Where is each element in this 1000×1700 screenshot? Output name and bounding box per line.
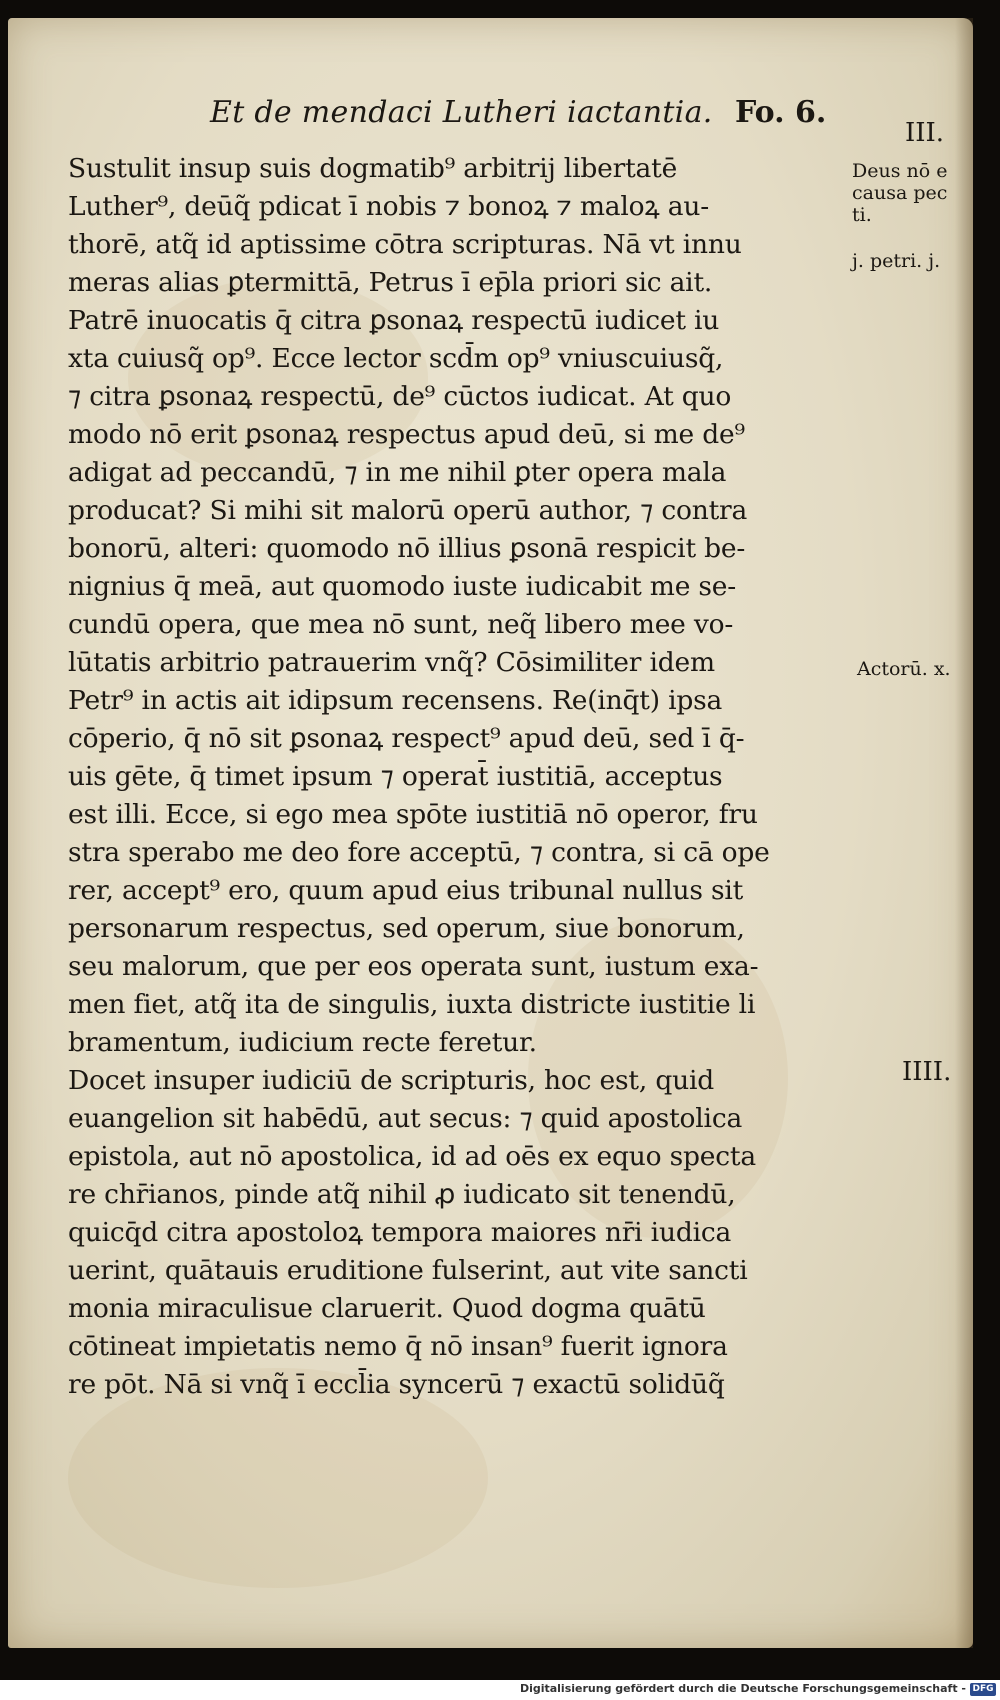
margin-note-line: Deus nō e bbox=[852, 160, 948, 182]
body-line: nignius q̄ meā, aut quomodo iuste iudicabit me se- bbox=[68, 571, 737, 602]
body-line: rer, accept⁹ ero, quum apud eius tribunal nullus sit bbox=[68, 875, 744, 906]
chapter-number-4: IIII. bbox=[902, 1057, 952, 1087]
body-line: lūtatis arbitrio patrauerim vnq̃? Cōsimiliter idem bbox=[68, 647, 715, 678]
chapter-number-3: III. bbox=[905, 118, 945, 148]
body-line: Sustulit insup suis dogmatib⁹ arbitrij libertatē bbox=[68, 153, 678, 184]
running-head: Et de mendaci Lutheri iactantia. bbox=[210, 95, 713, 130]
marginal-note-petri: j. petri. j. bbox=[852, 250, 941, 272]
body-line: re chr̄ianos, pinde atq̃ nihil ꝓ iudicato sit tenendū, bbox=[68, 1179, 736, 1210]
body-line: stra sperabo me deo fore acceptū, ⁊ contra, si cā ope bbox=[68, 837, 770, 868]
body-line: xta cuiusq̃ op⁹. Ecce lector scd̄m op⁹ vniuscuiusq̃, bbox=[68, 343, 724, 374]
body-line: seu malorum, que per eos operata sunt, iustum exa- bbox=[68, 951, 759, 982]
page-edge-shadow bbox=[955, 18, 973, 1648]
body-line: Petr⁹ in actis ait idipsum recensens. Re(inq̄t) ipsa bbox=[68, 685, 723, 716]
body-line: est illi. Ecce, si ego mea spōte iustitiā nō operor, fru bbox=[68, 799, 758, 830]
body-line: uis gēte, q̄ timet ipsum ⁊ operat̄ iustitiā, acceptus bbox=[68, 761, 723, 792]
body-line: Luther⁹, deūq̃ pdicat ī nobis ⁊ bonoꝝ ⁊ maloꝝ au- bbox=[68, 191, 709, 222]
body-line: meras alias ꝑtermittā, Petrus ī ep̄la priori sic ait. bbox=[68, 267, 713, 298]
margin-note-line: ti. bbox=[852, 204, 872, 226]
body-line: modo nō erit ꝑsonaꝝ respectus apud deū, si me de⁹ bbox=[68, 419, 745, 450]
dfg-logo: DFG bbox=[970, 1683, 996, 1696]
body-line: monia miraculisue claruerit. Quod dogma quātū bbox=[68, 1293, 706, 1324]
folio-number: Fo. 6. bbox=[735, 95, 827, 130]
body-line: cōtineat impietatis nemo q̄ nō insan⁹ fuerit ignora bbox=[68, 1331, 728, 1362]
body-line: Patrē inuocatis q̄ citra ꝑsonaꝝ respectū iudicet iu bbox=[68, 305, 720, 336]
digitization-footer bbox=[0, 1680, 1000, 1700]
body-line: men fiet, atq̃ ita de singulis, iuxta districte iustitie li bbox=[68, 989, 756, 1020]
body-line: Docet insuper iudiciū de scripturis, hoc est, quid bbox=[68, 1065, 714, 1096]
body-line: ⁊ citra ꝑsonaꝝ respectū, de⁹ cūctos iudicat. At quo bbox=[68, 381, 732, 412]
body-line: producat? Si mihi sit malorū operū author, ⁊ contra bbox=[68, 495, 748, 526]
body-line: bonorū, alteri: quomodo nō illius ꝑsonā respicit be- bbox=[68, 533, 746, 564]
footer-credit: Digitalisierung gefördert durch die Deutsche Forschungsgemeinschaft - bbox=[519, 1682, 966, 1695]
body-line: re pōt. Nā si vnq̃ ī eccl̄ia syncerū ⁊ exactū solidūq̃ bbox=[68, 1369, 725, 1400]
body-line: epistola, aut nō apostolica, id ad oēs ex equo specta bbox=[68, 1141, 756, 1172]
body-line: quicq̄d citra apostoloꝝ tempora maiores nr̄i iudica bbox=[68, 1217, 732, 1248]
body-line: thorē, atq̃ id aptissime cōtra scripturas. Nā vt innu bbox=[68, 229, 742, 260]
body-line: personarum respectus, sed operum, siue bonorum, bbox=[68, 913, 745, 944]
body-line: bramentum, iudicium recte feretur. bbox=[68, 1027, 537, 1058]
body-line: euangelion sit habēdū, aut secus: ⁊ quid apostolica bbox=[68, 1103, 743, 1134]
margin-note-line: causa pec bbox=[852, 182, 948, 204]
body-line: cundū opera, que mea nō sunt, neq̃ libero mee vo- bbox=[68, 609, 734, 640]
body-line: adigat ad peccandū, ⁊ in me nihil ꝑter opera mala bbox=[68, 457, 727, 488]
body-line: cōperio, q̄ nō sit ꝑsonaꝝ respect⁹ apud deū, sed ī q̄- bbox=[68, 723, 745, 754]
marginal-note-actorum: Actorū. x. bbox=[857, 658, 951, 680]
body-line: uerint, quātauis eruditione fulserint, aut vite sancti bbox=[68, 1255, 748, 1286]
